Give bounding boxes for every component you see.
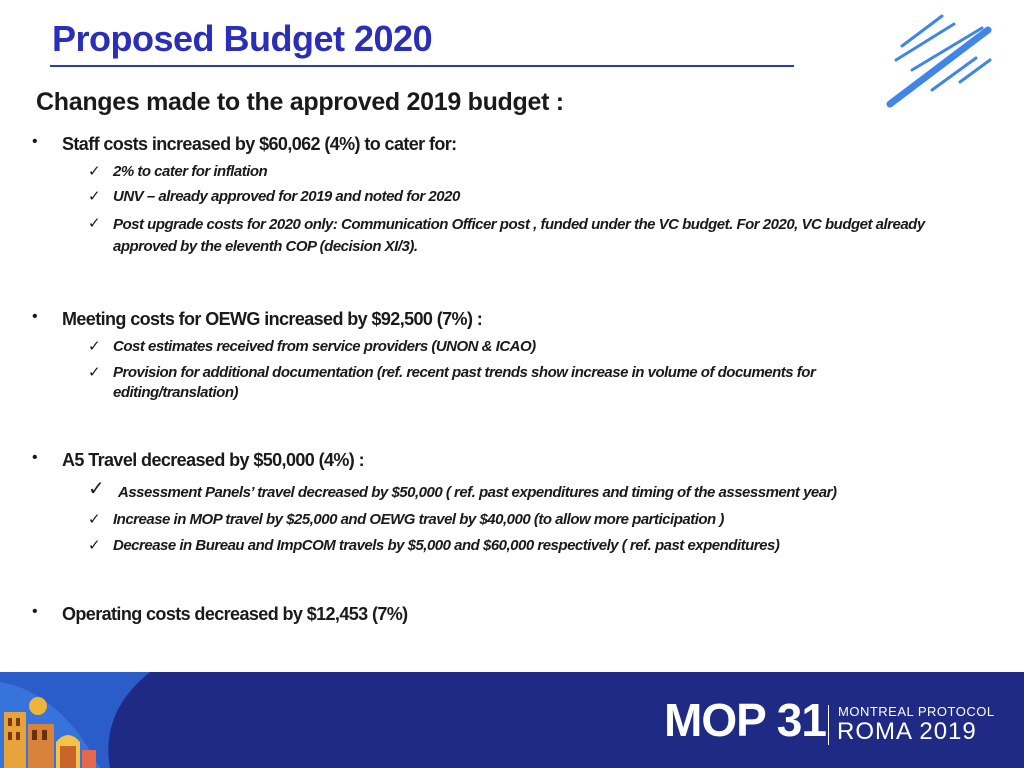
sub-item-text: Cost estimates received from service providers (UNON & ICAO) <box>113 338 536 355</box>
bullet-icon: • <box>32 133 38 150</box>
bullet-icon: • <box>32 603 38 620</box>
sub-item-text: Post upgrade costs for 2020 only: Communication Officer post , funded under the VC budget. For 2020, VC budget already approved by the eleventh COP (decision XI/3). <box>113 216 925 255</box>
section-operating-costs <box>0 604 1024 628</box>
bullet-item <box>0 134 1024 158</box>
checkmark-icon: ✓ <box>88 188 101 205</box>
section-staff-costs <box>0 134 1024 158</box>
sub-item-text: Assessment Panels’ travel decreased by $50,000 ( ref. past expenditures and timing of the assessment year) <box>118 484 837 501</box>
bullet-text: Operating costs decreased by $12,453 (7%) <box>62 604 408 624</box>
title-underline <box>50 65 794 67</box>
bullet-icon: • <box>32 308 38 325</box>
section-meeting-costs <box>0 309 1024 333</box>
bullet-text: Meeting costs for OEWG increased by $92,500 (7%) : <box>62 309 483 329</box>
bullet-text: Staff costs increased by $60,062 (4%) to cater for: <box>62 134 457 154</box>
rome-collage-icon <box>0 672 170 768</box>
sub-item-text: Decrease in Bureau and ImpCOM travels by $5,000 and $60,000 respectively ( ref. past expenditures) <box>113 537 780 554</box>
checkmark-icon: ✓ <box>88 511 101 528</box>
sub-item-text: UNV – already approved for 2019 and noted for 2020 <box>113 188 460 205</box>
bullet-icon: • <box>32 449 38 466</box>
bullet-text: A5 Travel decreased by $50,000 (4%) : <box>62 450 364 470</box>
bullet-item <box>0 309 1024 333</box>
bullet-item <box>0 604 1024 628</box>
sub-item-text: 2% to cater for inflation <box>113 163 268 180</box>
checkmark-icon: ✓ <box>88 364 101 381</box>
checkmark-icon: ✓ <box>88 215 101 232</box>
checkmark-icon: ✓ <box>88 163 101 180</box>
speed-lines-icon <box>884 8 996 112</box>
section-a5-travel <box>0 450 1024 474</box>
checkmark-icon: ✓ <box>88 537 101 554</box>
sub-item-text: Increase in MOP travel by $25,000 and OEWG travel by $40,000 (to allow more participation ) <box>113 511 724 528</box>
slide-title: Proposed Budget 2020 <box>52 18 433 59</box>
footer-divider <box>828 705 829 745</box>
bullet-item <box>0 450 1024 474</box>
org-name: MONTREAL PROTOCOL <box>838 704 995 719</box>
sub-item-text: Provision for additional documentation (ref. recent past trends show increase in volume of documents for editing/translation) <box>113 364 816 401</box>
slide-subtitle: Changes made to the approved 2019 budget : <box>36 88 564 116</box>
checkmark-icon: ✓ <box>88 338 101 355</box>
checkmark-icon: ✓ <box>88 478 105 500</box>
footer-banner <box>0 672 1024 768</box>
event-location: ROMA 2019 <box>837 718 977 745</box>
event-logo-text: MOP 31 <box>664 694 826 746</box>
